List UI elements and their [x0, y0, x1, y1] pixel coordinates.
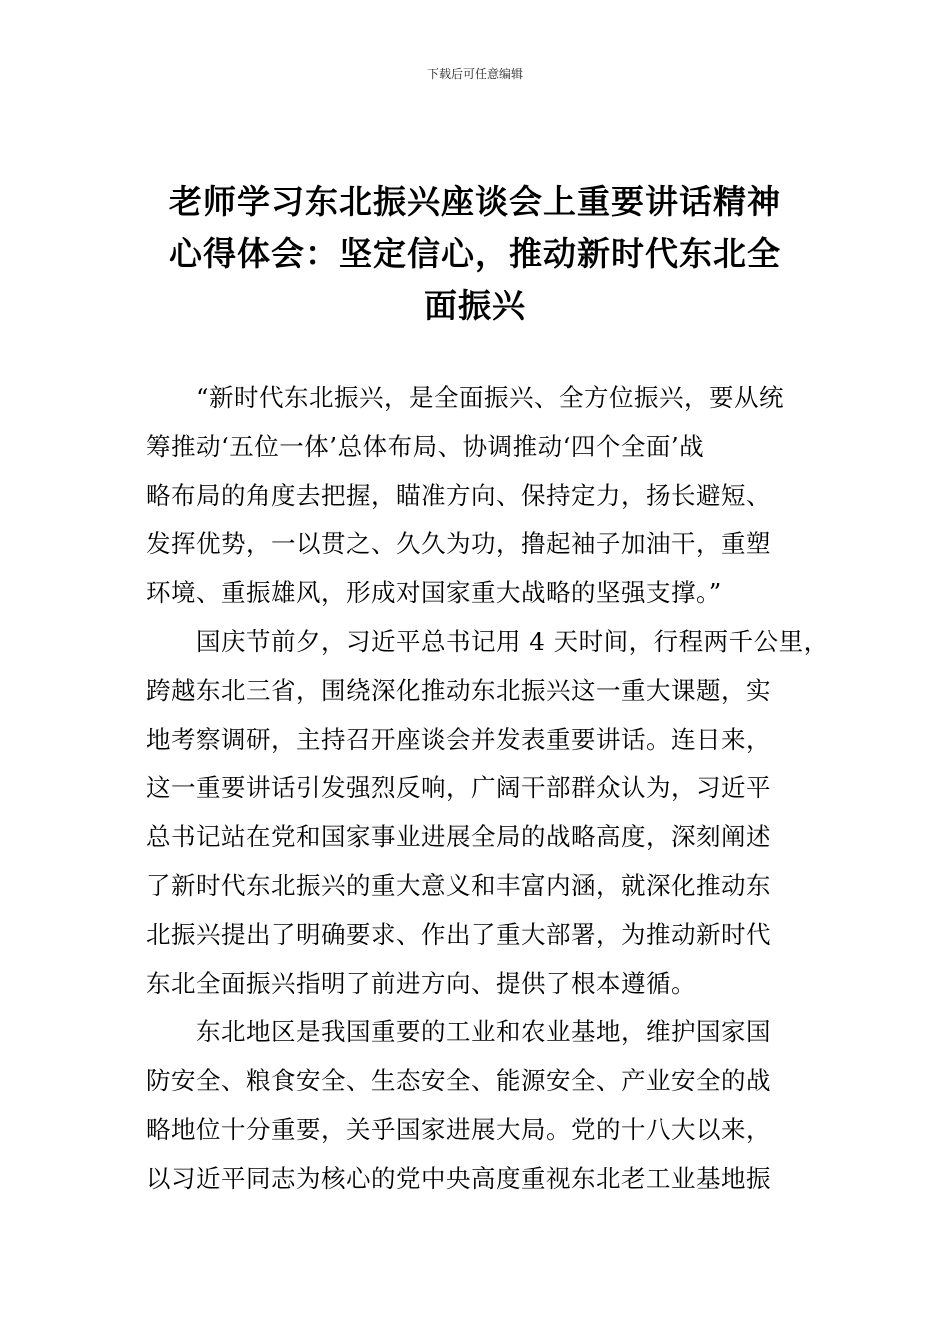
paragraph-line: 北振兴提出了明确要求、作出了重大部署，为推动新时代 — [146, 919, 771, 949]
paragraph-northeast-base — [146, 1008, 810, 1203]
document-title — [150, 176, 800, 332]
paragraph-line: 东北地区是我国重要的工业和农业基地，维护国家国 — [196, 1017, 771, 1047]
paragraph-line: 这一重要讲话引发强烈反响，广阔干部群众认为，习近平 — [146, 773, 771, 803]
paragraph-national-day — [146, 618, 829, 1008]
paragraph-line: 略布局的角度去把握，瞄准方向、保持定力，扬长避短、 — [146, 480, 771, 510]
paragraph-line: 跨越东北三省，围绕深化推动东北振兴这一重大课题，实 — [146, 675, 771, 705]
paragraph-line: 环境、重振雄风，形成对国家重大战略的坚强支撑。” — [146, 578, 722, 608]
paragraph-line: 防安全、粮食安全、生态安全、能源安全、产业安全的战 — [146, 1066, 771, 1096]
title-line-3: 面振兴 — [424, 286, 526, 325]
title-line-2: 心得体会：坚定信心，推动新时代东北全 — [169, 234, 781, 273]
paragraph-line: 地考察调研，主持召开座谈会并发表重要讲话。连日来， — [146, 724, 771, 754]
paragraph-line: 筹推动‘五位一体’总体布局、协调推动‘四个全面’战 — [146, 431, 705, 461]
paragraph-line: 发挥优势，一以贯之、久久为功，撸起袖子加油干，重塑 — [146, 529, 771, 559]
paragraph-line: 国庆节前夕，习近平总书记用 4 天时间，行程两千公里， — [196, 626, 829, 656]
paragraph-line: 略地位十分重要，关乎国家进展大局。党的十八大以来， — [146, 1114, 771, 1144]
paragraph-quote — [146, 374, 810, 618]
paragraph-line: 总书记站在党和国家事业进展全局的战略高度，深刻阐述 — [146, 822, 771, 852]
paragraph-line: “新时代东北振兴，是全面振兴、全方位振兴，要从统 — [196, 383, 785, 412]
header-note: 下载后可任意编辑 — [426, 67, 523, 81]
title-line-1: 老师学习东北振兴座谈会上重要讲话精神 — [169, 182, 781, 221]
paragraph-line: 以习近平同志为核心的党中央高度重视东北老工业基地振 — [146, 1163, 771, 1193]
paragraph-line: 了新时代东北振兴的重大意义和丰富内涵，就深化推动东 — [146, 870, 771, 900]
paragraph-line: 东北全面振兴指明了前进方向、提供了根本遵循。 — [146, 968, 696, 998]
body-text — [146, 374, 829, 1204]
